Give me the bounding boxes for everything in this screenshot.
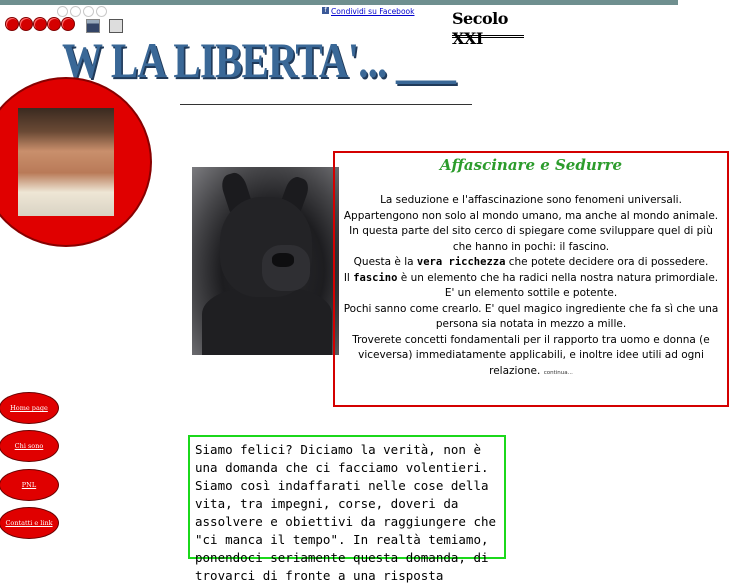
article-text: Siamo felici? Diciamo la verità, non è una domanda che ci facciamo volentieri. Siamo così indaffarati nelle cose della vita, tra impegni, corse, doveri da assolvere e obiettivi da raggiungere che "ci manca il tempo". In realtà temiamo, ponendoci seriamente questa domanda, di trovarci di fronte a una risposta	[195, 442, 497, 583]
facebook-share[interactable]	[322, 7, 414, 17]
red-dot-icon	[62, 18, 74, 30]
featured-box	[333, 151, 729, 407]
facebook-icon: f	[322, 7, 329, 14]
nav-contatti-label: Contatti e link	[5, 519, 53, 527]
window-icon[interactable]	[86, 19, 100, 33]
featured-title: Affascinare e Sedurre	[439, 156, 623, 174]
headline-text: W LA LIBERTA'... ___	[62, 32, 456, 88]
red-dot-icon	[6, 18, 18, 30]
red-dot-icon	[34, 18, 46, 30]
featured-line: La seduzione e l'affascinazione sono fenomeni universali.	[380, 194, 682, 206]
nav-chi-sono-label: Chi sono	[14, 442, 44, 450]
nav-contatti-button[interactable]	[0, 508, 58, 538]
featured-line: Pochi sanno come crearlo. E' quel magico ingrediente che fa sì che una persona sia notata in mezzo a mille.	[343, 302, 719, 330]
red-dot-icon	[48, 18, 60, 30]
featured-text	[339, 193, 723, 381]
featured-line: che potete decidere ora di possedere.	[505, 256, 709, 268]
circle-icon	[83, 6, 94, 17]
emphasis-text: vera ricchezza	[416, 256, 506, 268]
circle-icon	[96, 6, 107, 17]
dog-photo	[192, 167, 339, 355]
featured-line: Troverete concetti fondamentali per il rapporto tra uomo e donna (e viceversa) immediatamente applicabili, e inoltre idee utili ad ogni relazione.	[352, 333, 710, 377]
headline-divider	[180, 104, 472, 105]
circle-icon	[57, 6, 68, 17]
tool-icon[interactable]	[109, 19, 123, 33]
featured-line: E' un elemento sottile e potente.	[444, 287, 618, 299]
secolo-xxi-logo: Secolo XXI	[452, 9, 524, 38]
featured-line: Il	[343, 271, 354, 284]
nav-home-label: Home page	[10, 404, 48, 412]
article-box	[188, 435, 506, 583]
nav-home-button[interactable]	[0, 393, 58, 423]
nav-pnl-label: PNL	[21, 481, 37, 489]
featured-line: è un elemento che ha radici nella nostra natura primordiale.	[397, 271, 719, 284]
featured-line: Questa è la	[353, 256, 417, 268]
continue-link[interactable]: continua...	[543, 369, 573, 376]
facebook-share-link[interactable]: Condividi su Facebook	[331, 7, 415, 16]
featured-line: Appartengono non solo al mondo umano, ma anche al mondo animale.	[343, 209, 719, 222]
top-bar	[0, 0, 678, 5]
red-dot-icon	[20, 18, 32, 30]
featured-line: In questa parte del sito cerco di spiegare come sviluppare quel di più che hanno in pochi: il fascino.	[349, 225, 713, 253]
page-headline	[62, 32, 455, 88]
circle-icon	[70, 6, 81, 17]
nav-pnl-button[interactable]	[0, 470, 58, 500]
emphasis-text: fascino	[353, 271, 398, 284]
nav-chi-sono-button[interactable]	[0, 431, 58, 461]
portrait-photo	[18, 108, 114, 216]
